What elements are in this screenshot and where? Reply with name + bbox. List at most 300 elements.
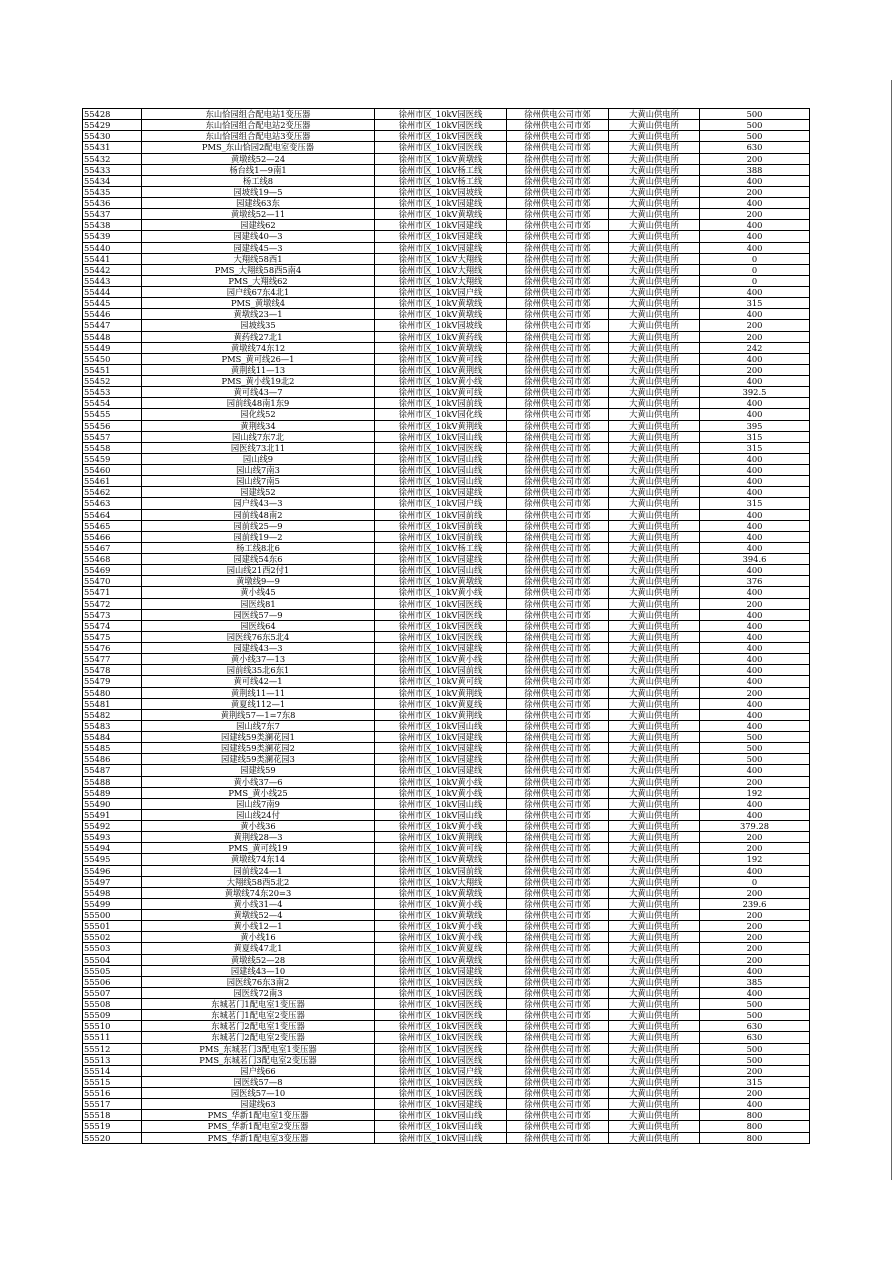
company-cell: 徐州供电公司市郊 [507, 476, 609, 487]
capacity-cell: 200 [700, 943, 810, 954]
supply-station-cell: 大黄山供电所 [609, 921, 700, 932]
capacity-cell: 392.5 [700, 387, 810, 398]
capacity-cell: 315 [700, 298, 810, 309]
record-id-cell: 55466 [83, 531, 142, 542]
table-row [83, 754, 810, 765]
supply-station-cell: 大黄山供电所 [609, 542, 700, 553]
feeder-line-cell: 徐州市区_10kV园医线 [375, 1032, 507, 1043]
table-row [83, 542, 810, 553]
feeder-line-cell: 徐州市区_10kV园前线 [375, 531, 507, 542]
feeder-line-cell: 徐州市区_10kV黄小线 [375, 932, 507, 943]
record-id-cell: 55431 [83, 142, 142, 153]
company-cell: 徐州供电公司市郊 [507, 776, 609, 787]
table-row [83, 876, 810, 887]
equipment-name-cell: 园山线7南9 [142, 798, 375, 809]
capacity-cell: 400 [700, 542, 810, 553]
feeder-line-cell: 徐州市区_10kV黄荆线 [375, 364, 507, 375]
capacity-cell: 200 [700, 776, 810, 787]
capacity-cell: 400 [700, 309, 810, 320]
feeder-line-cell: 徐州市区_10kV园医线 [375, 1054, 507, 1065]
feeder-line-cell: 徐州市区_10kV园医线 [375, 631, 507, 642]
equipment-name-cell: 园前线19—2 [142, 531, 375, 542]
record-id-cell: 55492 [83, 821, 142, 832]
company-cell: 徐州供电公司市郊 [507, 1021, 609, 1032]
record-id-cell: 55514 [83, 1065, 142, 1076]
feeder-line-cell: 徐州市区_10kV大翔线 [375, 253, 507, 264]
supply-station-cell: 大黄山供电所 [609, 643, 700, 654]
capacity-cell: 315 [700, 498, 810, 509]
record-id-cell: 55491 [83, 809, 142, 820]
capacity-cell: 500 [700, 131, 810, 142]
record-id-cell: 55465 [83, 520, 142, 531]
equipment-name-cell: PMS_黄小线25 [142, 787, 375, 798]
record-id-cell: 55512 [83, 1043, 142, 1054]
company-cell: 徐州供电公司市郊 [507, 898, 609, 909]
equipment-name-cell: 黄墩线74东20=3 [142, 887, 375, 898]
table-row [83, 987, 810, 998]
company-cell: 徐州供电公司市郊 [507, 709, 609, 720]
capacity-cell: 388 [700, 164, 810, 175]
table-row [83, 709, 810, 720]
capacity-cell: 400 [700, 720, 810, 731]
company-cell: 徐州供电公司市郊 [507, 509, 609, 520]
record-id-cell: 55453 [83, 387, 142, 398]
capacity-cell: 385 [700, 976, 810, 987]
feeder-line-cell: 徐州市区_10kV园建线 [375, 643, 507, 654]
record-id-cell: 55477 [83, 654, 142, 665]
supply-station-cell: 大黄山供电所 [609, 854, 700, 865]
table-row [83, 453, 810, 464]
record-id-cell: 55428 [83, 109, 142, 120]
capacity-cell: 400 [700, 565, 810, 576]
equipment-name-cell: 园建线43—3 [142, 643, 375, 654]
supply-station-cell: 大黄山供电所 [609, 309, 700, 320]
table-row [83, 654, 810, 665]
table-row [83, 732, 810, 743]
supply-station-cell: 大黄山供电所 [609, 175, 700, 186]
feeder-line-cell: 徐州市区_10kV园山线 [375, 453, 507, 464]
equipment-name-cell: 园山线7东7 [142, 720, 375, 731]
equipment-name-cell: 园山线24付 [142, 809, 375, 820]
company-cell: 徐州供电公司市郊 [507, 164, 609, 175]
feeder-line-cell: 徐州市区_10kV园建线 [375, 965, 507, 976]
supply-station-cell: 大黄山供电所 [609, 409, 700, 420]
table-row [83, 1121, 810, 1132]
record-id-cell: 55448 [83, 331, 142, 342]
table-row [83, 865, 810, 876]
record-id-cell: 55483 [83, 720, 142, 731]
feeder-line-cell: 徐州市区_10kV黄小线 [375, 587, 507, 598]
company-cell: 徐州供电公司市郊 [507, 153, 609, 164]
capacity-cell: 400 [700, 409, 810, 420]
equipment-name-cell: 黄墩线23—1 [142, 309, 375, 320]
table-row [83, 298, 810, 309]
supply-station-cell: 大黄山供电所 [609, 253, 700, 264]
feeder-line-cell: 徐州市区_10kV黄荆线 [375, 687, 507, 698]
company-cell: 徐州供电公司市郊 [507, 298, 609, 309]
equipment-name-cell: 园医线72南3 [142, 987, 375, 998]
feeder-line-cell: 徐州市区_10kV大翔线 [375, 264, 507, 275]
feeder-line-cell: 徐州市区_10kV大翔线 [375, 275, 507, 286]
feeder-line-cell: 徐州市区_10kV黄可线 [375, 387, 507, 398]
company-cell: 徐州供电公司市郊 [507, 631, 609, 642]
record-id-cell: 55437 [83, 209, 142, 220]
record-id-cell: 55463 [83, 498, 142, 509]
capacity-cell: 192 [700, 854, 810, 865]
company-cell: 徐州供电公司市郊 [507, 865, 609, 876]
supply-station-cell: 大黄山供电所 [609, 120, 700, 131]
company-cell: 徐州供电公司市郊 [507, 1132, 609, 1143]
capacity-cell: 500 [700, 1043, 810, 1054]
company-cell: 徐州供电公司市郊 [507, 565, 609, 576]
capacity-cell: 400 [700, 665, 810, 676]
capacity-cell: 400 [700, 765, 810, 776]
capacity-cell: 400 [700, 487, 810, 498]
equipment-name-cell: 园建线62 [142, 220, 375, 231]
feeder-line-cell: 徐州市区_10kV园前线 [375, 865, 507, 876]
record-id-cell: 55439 [83, 231, 142, 242]
feeder-line-cell: 徐州市区_10kV园医线 [375, 999, 507, 1010]
feeder-line-cell: 徐州市区_10kV园坡线 [375, 320, 507, 331]
feeder-line-cell: 徐州市区_10kV黄墩线 [375, 954, 507, 965]
feeder-line-cell: 徐州市区_10kV杨工线 [375, 542, 507, 553]
feeder-line-cell: 徐州市区_10kV园建线 [375, 554, 507, 565]
supply-station-cell: 大黄山供电所 [609, 131, 700, 142]
table-row [83, 687, 810, 698]
company-cell: 徐州供电公司市郊 [507, 743, 609, 754]
table-row [83, 153, 810, 164]
company-cell: 徐州供电公司市郊 [507, 142, 609, 153]
table-row [83, 921, 810, 932]
feeder-line-cell: 徐州市区_10kV黄可线 [375, 353, 507, 364]
capacity-cell: 400 [700, 520, 810, 531]
company-cell: 徐州供电公司市郊 [507, 620, 609, 631]
table-row [83, 465, 810, 476]
table-row [83, 821, 810, 832]
capacity-cell: 630 [700, 1021, 810, 1032]
table-row [83, 387, 810, 398]
feeder-line-cell: 徐州市区_10kV黄小线 [375, 776, 507, 787]
supply-station-cell: 大黄山供电所 [609, 231, 700, 242]
record-id-cell: 55479 [83, 676, 142, 687]
company-cell: 徐州供电公司市郊 [507, 809, 609, 820]
company-cell: 徐州供电公司市郊 [507, 910, 609, 921]
record-id-cell: 55443 [83, 275, 142, 286]
equipment-name-cell: 黄墩线74东12 [142, 342, 375, 353]
company-cell: 徐州供电公司市郊 [507, 965, 609, 976]
company-cell: 徐州供电公司市郊 [507, 420, 609, 431]
record-id-cell: 55467 [83, 542, 142, 553]
capacity-cell: 315 [700, 442, 810, 453]
capacity-cell: 200 [700, 843, 810, 854]
capacity-cell: 630 [700, 142, 810, 153]
supply-station-cell: 大黄山供电所 [609, 220, 700, 231]
capacity-cell: 239.6 [700, 898, 810, 909]
supply-station-cell: 大黄山供电所 [609, 587, 700, 598]
equipment-name-cell: 园医线57—10 [142, 1088, 375, 1099]
table-row [83, 420, 810, 431]
record-id-cell: 55511 [83, 1032, 142, 1043]
supply-station-cell: 大黄山供电所 [609, 1032, 700, 1043]
supply-station-cell: 大黄山供电所 [609, 631, 700, 642]
record-id-cell: 55430 [83, 131, 142, 142]
capacity-cell: 0 [700, 264, 810, 275]
capacity-cell: 200 [700, 1065, 810, 1076]
table-row [83, 854, 810, 865]
capacity-cell: 0 [700, 876, 810, 887]
company-cell: 徐州供电公司市郊 [507, 520, 609, 531]
table-row [83, 676, 810, 687]
supply-station-cell: 大黄山供电所 [609, 242, 700, 253]
record-id-cell: 55456 [83, 420, 142, 431]
record-id-cell: 55429 [83, 120, 142, 131]
feeder-line-cell: 徐州市区_10kV园医线 [375, 976, 507, 987]
capacity-cell: 400 [700, 476, 810, 487]
table-row [83, 698, 810, 709]
equipment-name-cell: 园建线45—3 [142, 242, 375, 253]
capacity-cell: 400 [700, 698, 810, 709]
capacity-cell: 379.28 [700, 821, 810, 832]
table-row [83, 1110, 810, 1121]
supply-station-cell: 大黄山供电所 [609, 420, 700, 431]
equipment-name-cell: 园建线52 [142, 487, 375, 498]
company-cell: 徐州供电公司市郊 [507, 887, 609, 898]
company-cell: 徐州供电公司市郊 [507, 676, 609, 687]
company-cell: 徐州供电公司市郊 [507, 576, 609, 587]
table-row [83, 164, 810, 175]
equipment-name-cell: PMS_华新1配电室1变压器 [142, 1110, 375, 1121]
equipment-name-cell: 园建线54东6 [142, 554, 375, 565]
feeder-line-cell: 徐州市区_10kV黄夏线 [375, 698, 507, 709]
supply-station-cell: 大黄山供电所 [609, 264, 700, 275]
capacity-cell: 500 [700, 109, 810, 120]
record-id-cell: 55481 [83, 698, 142, 709]
table-row [83, 910, 810, 921]
record-id-cell: 55493 [83, 832, 142, 843]
capacity-cell: 400 [700, 376, 810, 387]
table-row [83, 565, 810, 576]
supply-station-cell: 大黄山供电所 [609, 1088, 700, 1099]
record-id-cell: 55501 [83, 921, 142, 932]
capacity-cell: 0 [700, 275, 810, 286]
equipment-name-cell: 园户线66 [142, 1065, 375, 1076]
feeder-line-cell: 徐州市区_10kV园建线 [375, 1099, 507, 1110]
table-row [83, 832, 810, 843]
supply-station-cell: 大黄山供电所 [609, 1110, 700, 1121]
record-id-cell: 55494 [83, 843, 142, 854]
feeder-line-cell: 徐州市区_10kV黄墩线 [375, 910, 507, 921]
record-id-cell: 55518 [83, 1110, 142, 1121]
supply-station-cell: 大黄山供电所 [609, 364, 700, 375]
equipment-name-cell: PMS_黄小线19北2 [142, 376, 375, 387]
table-row [83, 331, 810, 342]
equipment-name-cell: 园山线7南3 [142, 465, 375, 476]
supply-station-cell: 大黄山供电所 [609, 331, 700, 342]
table-row [83, 487, 810, 498]
company-cell: 徐州供电公司市郊 [507, 198, 609, 209]
company-cell: 徐州供电公司市郊 [507, 876, 609, 887]
capacity-cell: 400 [700, 587, 810, 598]
supply-station-cell: 大黄山供电所 [609, 887, 700, 898]
company-cell: 徐州供电公司市郊 [507, 487, 609, 498]
supply-station-cell: 大黄山供电所 [609, 987, 700, 998]
record-id-cell: 55519 [83, 1121, 142, 1132]
supply-station-cell: 大黄山供电所 [609, 598, 700, 609]
equipment-name-cell: 黄可线43—7 [142, 387, 375, 398]
table-row [83, 576, 810, 587]
feeder-line-cell: 徐州市区_10kV园前线 [375, 520, 507, 531]
equipment-name-cell: 黄墩线74东14 [142, 854, 375, 865]
table-row [83, 364, 810, 375]
supply-station-cell: 大黄山供电所 [609, 142, 700, 153]
record-id-cell: 55469 [83, 565, 142, 576]
table-row [83, 1088, 810, 1099]
company-cell: 徐州供电公司市郊 [507, 987, 609, 998]
company-cell: 徐州供电公司市郊 [507, 921, 609, 932]
equipment-name-cell: PMS_大翔线62 [142, 275, 375, 286]
capacity-cell: 400 [700, 798, 810, 809]
supply-station-cell: 大黄山供电所 [609, 476, 700, 487]
capacity-cell: 500 [700, 1054, 810, 1065]
supply-station-cell: 大黄山供电所 [609, 109, 700, 120]
record-id-cell: 55513 [83, 1054, 142, 1065]
record-id-cell: 55462 [83, 487, 142, 498]
equipment-name-cell: 黄夏线112—1 [142, 698, 375, 709]
capacity-cell: 200 [700, 209, 810, 220]
company-cell: 徐州供电公司市郊 [507, 1076, 609, 1087]
table-row [83, 776, 810, 787]
feeder-line-cell: 徐州市区_10kV园前线 [375, 509, 507, 520]
table-row [83, 431, 810, 442]
supply-station-cell: 大黄山供电所 [609, 720, 700, 731]
capacity-cell: 200 [700, 186, 810, 197]
record-id-cell: 55471 [83, 587, 142, 598]
record-id-cell: 55450 [83, 353, 142, 364]
record-id-cell: 55451 [83, 364, 142, 375]
capacity-cell: 400 [700, 676, 810, 687]
equipment-name-cell: 杨工线8北6 [142, 542, 375, 553]
table-row [83, 743, 810, 754]
equipment-name-cell: 园坡线35 [142, 320, 375, 331]
equipment-name-cell: PMS_华新1配电室3变压器 [142, 1132, 375, 1143]
equipment-name-cell: 黄可线42—1 [142, 676, 375, 687]
supply-station-cell: 大黄山供电所 [609, 654, 700, 665]
company-cell: 徐州供电公司市郊 [507, 275, 609, 286]
record-id-cell: 55487 [83, 765, 142, 776]
capacity-cell: 400 [700, 620, 810, 631]
table-row [83, 1021, 810, 1032]
table-row [83, 287, 810, 298]
capacity-cell: 400 [700, 231, 810, 242]
record-id-cell: 55435 [83, 186, 142, 197]
capacity-cell: 242 [700, 342, 810, 353]
feeder-line-cell: 徐州市区_10kV园山线 [375, 1132, 507, 1143]
capacity-cell: 315 [700, 1076, 810, 1087]
company-cell: 徐州供电公司市郊 [507, 698, 609, 709]
feeder-line-cell: 徐州市区_10kV园建线 [375, 231, 507, 242]
feeder-line-cell: 徐州市区_10kV黄小线 [375, 898, 507, 909]
supply-station-cell: 大黄山供电所 [609, 809, 700, 820]
record-id-cell: 55474 [83, 620, 142, 631]
company-cell: 徐州供电公司市郊 [507, 364, 609, 375]
table-row [83, 198, 810, 209]
equipment-name-cell: 园医线64 [142, 620, 375, 631]
equipment-name-cell: 园山线7东7北 [142, 431, 375, 442]
table-row [83, 275, 810, 286]
feeder-line-cell: 徐州市区_10kV园医线 [375, 1010, 507, 1021]
record-id-cell: 55432 [83, 153, 142, 164]
table-row [83, 220, 810, 231]
supply-station-cell: 大黄山供电所 [609, 431, 700, 442]
feeder-line-cell: 徐州市区_10kV园医线 [375, 1043, 507, 1054]
supply-station-cell: 大黄山供电所 [609, 821, 700, 832]
company-cell: 徐州供电公司市郊 [507, 120, 609, 131]
company-cell: 徐州供电公司市郊 [507, 253, 609, 264]
table-row [83, 520, 810, 531]
record-id-cell: 55506 [83, 976, 142, 987]
table-row [83, 943, 810, 954]
record-id-cell: 55489 [83, 787, 142, 798]
supply-station-cell: 大黄山供电所 [609, 954, 700, 965]
supply-station-cell: 大黄山供电所 [609, 453, 700, 464]
feeder-line-cell: 徐州市区_10kV黄小线 [375, 376, 507, 387]
record-id-cell: 55478 [83, 665, 142, 676]
company-cell: 徐州供电公司市郊 [507, 1054, 609, 1065]
capacity-cell: 200 [700, 910, 810, 921]
company-cell: 徐州供电公司市郊 [507, 409, 609, 420]
feeder-line-cell: 徐州市区_10kV黄墩线 [375, 576, 507, 587]
equipment-name-cell: 园建线59 [142, 765, 375, 776]
company-cell: 徐州供电公司市郊 [507, 665, 609, 676]
capacity-cell: 200 [700, 887, 810, 898]
company-cell: 徐州供电公司市郊 [507, 131, 609, 142]
supply-station-cell: 大黄山供电所 [609, 932, 700, 943]
feeder-line-cell: 徐州市区_10kV黄可线 [375, 676, 507, 687]
record-id-cell: 55468 [83, 554, 142, 565]
company-cell: 徐州供电公司市郊 [507, 320, 609, 331]
feeder-line-cell: 徐州市区_10kV园建线 [375, 732, 507, 743]
supply-station-cell: 大黄山供电所 [609, 209, 700, 220]
capacity-cell: 400 [700, 398, 810, 409]
table-row [83, 932, 810, 943]
capacity-cell: 394.6 [700, 554, 810, 565]
supply-station-cell: 大黄山供电所 [609, 798, 700, 809]
company-cell: 徐州供电公司市郊 [507, 498, 609, 509]
equipment-name-cell: 大翔线58西5北2 [142, 876, 375, 887]
table-row [83, 554, 810, 565]
capacity-cell: 200 [700, 598, 810, 609]
supply-station-cell: 大黄山供电所 [609, 153, 700, 164]
capacity-cell: 200 [700, 832, 810, 843]
record-id-cell: 55515 [83, 1076, 142, 1087]
supply-station-cell: 大黄山供电所 [609, 320, 700, 331]
record-id-cell: 55454 [83, 398, 142, 409]
supply-station-cell: 大黄山供电所 [609, 999, 700, 1010]
feeder-line-cell: 徐州市区_10kV园化线 [375, 409, 507, 420]
supply-station-cell: 大黄山供电所 [609, 1099, 700, 1110]
supply-station-cell: 大黄山供电所 [609, 342, 700, 353]
company-cell: 徐州供电公司市郊 [507, 531, 609, 542]
equipment-name-cell: 园医线76东5北4 [142, 631, 375, 642]
equipment-name-cell: 东城茗门2配电室1变压器 [142, 1021, 375, 1032]
table-row [83, 342, 810, 353]
supply-station-cell: 大黄山供电所 [609, 665, 700, 676]
company-cell: 徐州供电公司市郊 [507, 843, 609, 854]
equipment-name-cell: PMS_东山恰园2配电室变压器 [142, 142, 375, 153]
company-cell: 徐州供电公司市郊 [507, 787, 609, 798]
capacity-cell: 200 [700, 932, 810, 943]
company-cell: 徐州供电公司市郊 [507, 1032, 609, 1043]
